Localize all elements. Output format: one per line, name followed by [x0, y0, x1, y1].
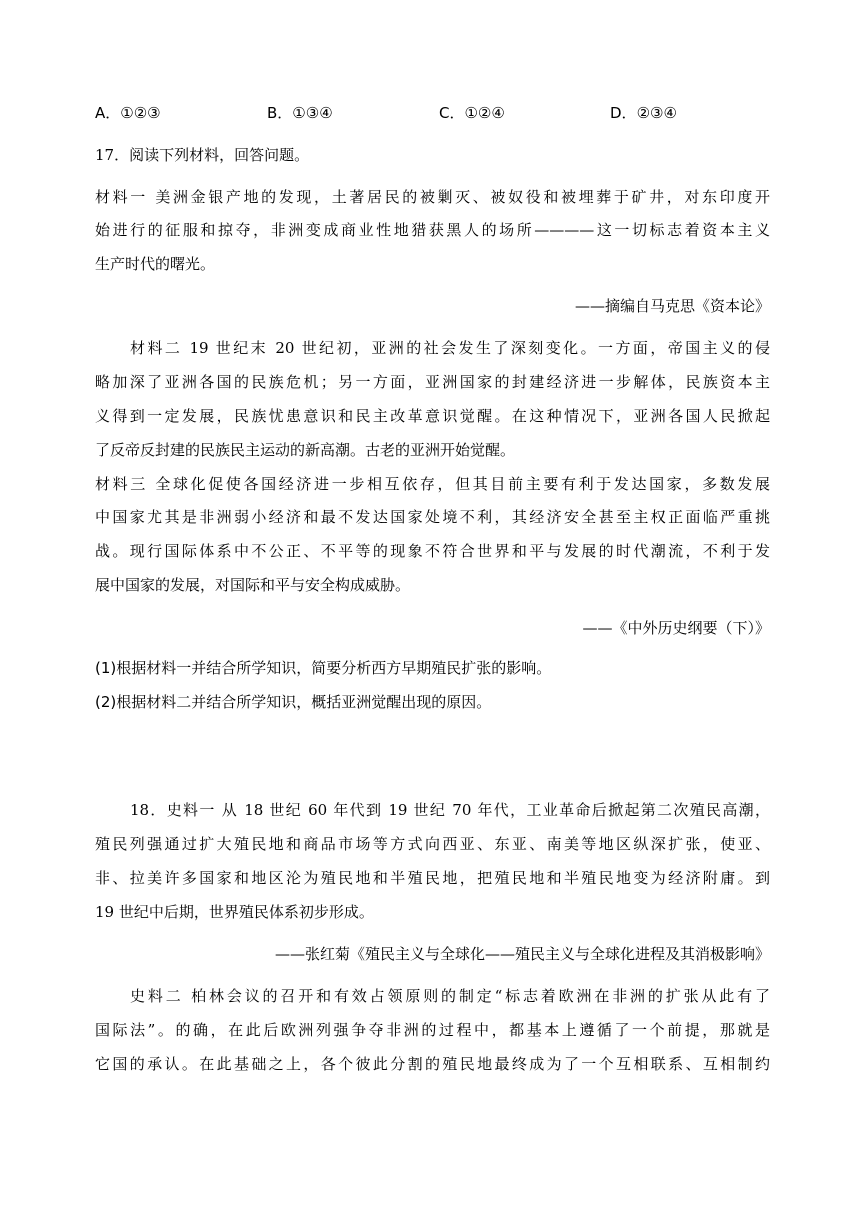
option-c: C．①②④: [439, 104, 505, 122]
source-1-line: 殖民列强通过扩大殖民地和商品市场等方式向西亚、东亚、南美等地区纵深扩张，使亚、: [95, 835, 770, 853]
source-1-citation: ——张红菊《殖民主义与全球化——殖民主义与全球化进程及其消极影响》: [274, 945, 770, 963]
source-1-line: 19 世纪中后期，世界殖民体系初步形成。: [95, 903, 374, 921]
material-3-line: 中国家尤其是非洲弱小经济和最不发达国家处境不利，其经济安全甚至主权正面临严重挑: [95, 508, 770, 526]
material-1-line: 始进行的征服和掠夺，非洲变成商业性地猎获黑人的场所————这一切标志着资本主义: [95, 221, 770, 239]
source-2-line: 国际法”。的确，在此后欧洲列强争夺非洲的过程中，都基本上遵循了一个前提，那就是: [95, 1021, 770, 1039]
material-2-line: 材料二 19 世纪末 20 世纪初，亚洲的社会发生了深刻变化。一方面，帝国主义的侵: [130, 339, 770, 357]
option-a: A．①②③: [95, 104, 161, 122]
material-2-line: 了反帝反封建的民族民主运动的新高潮。古老的亚洲开始觉醒。: [95, 441, 516, 459]
source-2-line: 史料二 柏林会议的召开和有效占领原则的制定“标志着欧洲在非洲的扩张从此有了: [130, 987, 770, 1005]
material-1-line: 生产时代的曙光。: [95, 255, 216, 273]
material-1-line: 材料一 美洲金银产地的发现，土著居民的被剿灭、被奴役和被埋葬于矿井，对东印度开: [95, 188, 770, 206]
sub-question-2: (2)根据材料二并结合所学知识，概括亚洲觉醒出现的原因。: [95, 693, 492, 711]
material-3-line: 展中国家的发展，对国际和平与安全构成威胁。: [95, 576, 411, 594]
material-2-line: 略加深了亚洲各国的民族危机；另一方面，亚洲国家的封建经济进一步解体，民族资本主: [95, 373, 770, 391]
source-1-line: 18．史料一 从 18 世纪 60 年代到 19 世纪 70 年代，工业革命后掀起第二次殖民高潮，: [130, 801, 770, 819]
question-17-heading: 17．阅读下列材料，回答问题。: [95, 146, 310, 164]
material-3-line: 材料三 全球化促使各国经济进一步相互依存，但其目前主要有利于发达国家，多数发展: [95, 475, 770, 493]
option-d: D．②③④: [610, 104, 677, 122]
option-b: B．①③④: [267, 104, 333, 122]
material-3-line: 战。现行国际体系中不公正、不平等的现象不符合世界和平与发展的时代潮流，不利于发: [95, 542, 770, 560]
source-2-line: 它国的承认。在此基础之上，各个彼此分割的殖民地最终成为了一个互相联系、互相制约: [95, 1055, 770, 1073]
sub-question-1: (1)根据材料一并结合所学知识，简要分析西方早期殖民扩张的影响。: [95, 659, 552, 677]
material-1-source: ——摘编自马克思《资本论》: [574, 297, 770, 315]
material-2-line: 义得到一定发展，民族忧患意识和民主改革意识觉醒。在这种情况下，亚洲各国人民掀起: [95, 407, 770, 425]
material-3-source: ——《中外历史纲要（下）》: [582, 619, 770, 637]
source-1-line: 非、拉美许多国家和地区沦为殖民地和半殖民地，把殖民地和半殖民地变为经济附庸。到: [95, 869, 770, 887]
